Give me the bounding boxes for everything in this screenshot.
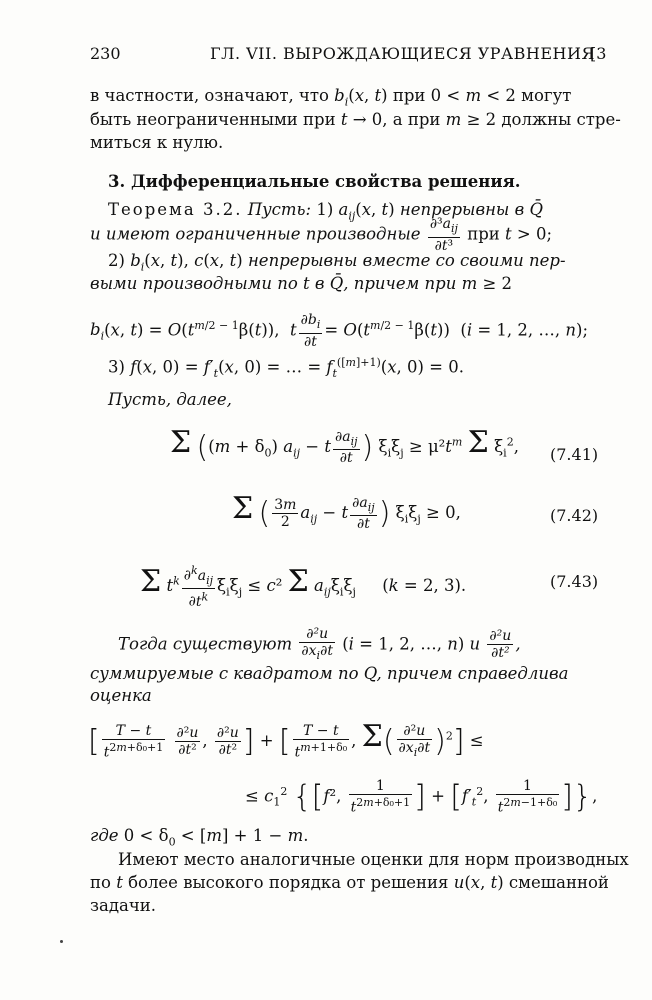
estimate-lhs: [ $\frac{T - t}{t^{2m+\delta_0+1}}$ $\frac{\text{∂²u}}{\text{∂t²}}$ , $\frac{\text{∂²u}}{\text{∂t²}}$ ] + [ $\frac{T - t}{t^{m+1+\delta_0}}$ , Σ( $\frac{\text{∂²u}}{\partial x_i\partial t}$ )$^2$] ≤ [88,719,484,761]
equation-7-42: Σ ( $\frac{3m}{2}$ $a_{ij} - t$ $\frac{\partial a_{ij}}{\partial t}$ ) $\xi_i\xi_j \ge 0$, [232,491,461,533]
chapter-title: ГЛ. VII. ВЫРОЖДАЮЩИЕСЯ УРАВНЕНИЯ [210,44,595,63]
equation-7-43: Σ $t^k$ $\frac{\partial^ka_{ij}}{\partial t^k}$ $\xi_i\xi_j \le c^2$ Σ $a_{ij}\xi_i\xi_j$ (k = 2, 3). [140,564,467,611]
equation-7-41: Σ ($(m + \delta_0)$ $a_{ij} - t$ $\frac{\partial a_{ij}}{\partial t}$ ) $\xi_i\xi_j \ge \mu^2t^m$ Σ $\xi_i^2$, [170,425,519,467]
equation-label-7-42: (7.42) [550,506,599,525]
theorem-label: Теорема 3.2. [108,200,243,219]
theorem-condition-1b: и имеют ограниченные производные $\frac{\partial^3a_{ij}}{\text{∂t³}}$ при t > 0; [90,216,553,254]
conclusion-where: где $0 < \delta_0 < [m] + 1 - m$. [90,826,309,849]
closing-line-1: Имеют место аналогичные оценки для норм производных [118,850,629,869]
theorem-condition-3: 3) f(x, $0) = f'_t(x$, 0) = … = $f_t^{([m]+1)}(x$, 0) = 0. [108,356,464,380]
conclusion-line-1: Тогда существуют $\frac{\text{∂²u}}{\partial x_i\partial t}$ (i = 1, 2, …, n) и $\frac{\text{∂²u}}{\text{∂t²}}$ , [118,626,521,662]
section-mark: [3 [590,44,607,63]
print-speck [60,940,63,943]
page-number: 230 [90,44,121,63]
intro-line-3: миться к нулю. [90,133,224,152]
conclusion-line-3: оценка [90,686,152,705]
equation-label-7-41: (7.41) [550,445,599,464]
theorem-condition-2-formula: $b_i(x$, $t) = O(t^{m/2 - 1}\beta(t))$, t $\frac{\partial b_i}{\partial t}$ = $O(t^{m/2 - 1}\beta(t)) (i = 1$, 2, …, n); [90,312,589,350]
conclusion-line-2: суммируемые с квадратом по Q, причем справедлива [90,664,569,683]
theorem-condition-2a: 2) $b_i(x$, t), c(x, t) непрерывны вместе со своими пер- [108,251,566,274]
equation-label-7-43: (7.43) [550,572,599,591]
theorem-condition-1a: Теорема 3.2. Пусть: 1) $a_{ij}(x$, t) непрерывны в Q̄ [108,200,544,223]
closing-line-2: по t более высокого порядка от решения u(x, t) смешанной [90,873,609,892]
section-title: 3. Дифференциальные свойства решения. [108,172,521,191]
closing-line-3: задачи. [90,896,156,915]
theorem-further: Пусть, далее, [108,390,232,409]
intro-line-2: быть неограниченными при t → 0, а при m ≥ 2 должны стре- [90,110,621,129]
estimate-rhs: ≤ $c_1^2$ {[f², $\frac{1}{t^{2m+\delta_0+1}}$ ] + [$f'_t^2$, $\frac{1}{t^{2m-1+\delta_0}}$ ]}, [245,778,598,816]
intro-line-1: в частности, означают, что $b_i(x$, t) при 0 < m < 2 могут [90,86,572,109]
theorem-condition-2b: выми производными по t в Q̄, причем при m ≥ 2 [90,274,513,293]
